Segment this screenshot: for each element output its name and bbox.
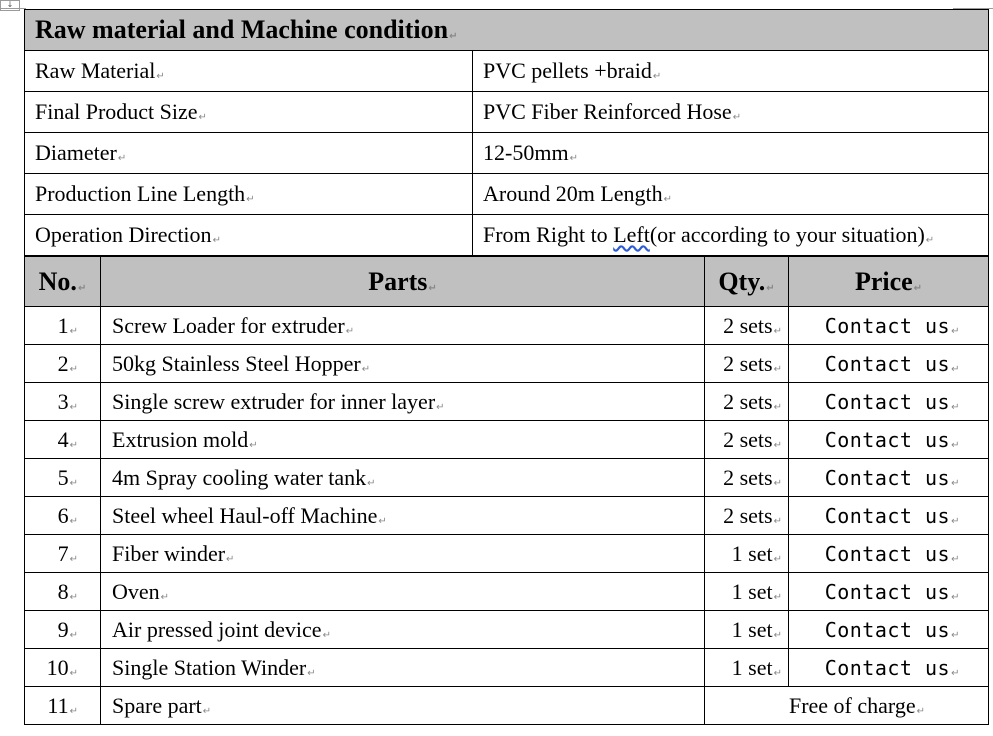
price-cell[interactable] [789,459,989,497]
table-row [25,649,989,687]
condition-value: PVC Fiber Reinforced Hose [483,99,732,124]
part-name-cell[interactable] [101,421,705,459]
qty-value: 2 sets [723,426,773,452]
free-of-charge-text: Free of charge [788,692,916,718]
row-number-cell[interactable] [25,497,101,535]
part-name-cell[interactable] [101,459,705,497]
paragraph-mark-icon: ↵ [773,515,782,527]
condition-label-cell[interactable] [25,133,473,174]
part-name: Air pressed joint device [112,616,322,642]
part-name-cell[interactable] [101,611,705,649]
paragraph-mark-icon: ↵ [198,112,207,123]
paragraph-mark-icon: ↵ [766,282,775,294]
paragraph-mark-icon: ↵ [925,235,935,246]
condition-value-cell[interactable] [473,92,989,133]
row-number-cell[interactable] [25,383,101,421]
price-cell[interactable] [789,307,989,345]
paragraph-mark-icon: ↵ [773,553,782,565]
part-name: Screw Loader for extruder [112,312,345,338]
paragraph-mark-icon: ↵ [951,401,960,413]
row-number-cell[interactable] [25,687,101,725]
row-number-cell[interactable] [25,573,101,611]
qty-value: 1 set [731,578,773,604]
paragraph-mark-icon: ↵ [367,477,376,489]
free-of-charge-cell[interactable] [705,687,989,725]
part-name: Single Station Winder [112,654,307,680]
price-cell[interactable] [789,611,989,649]
part-name-cell[interactable] [101,573,705,611]
paragraph-mark-icon: ↵ [732,112,742,123]
price-value: Contact us [824,503,951,528]
paragraph-mark-icon: ↵ [361,363,371,375]
qty-value: 2 sets [723,502,773,528]
condition-table-header [25,10,989,51]
table-row [25,497,989,535]
paragraph-mark-icon: ↵ [951,553,960,565]
paragraph-mark-icon: ↵ [951,591,960,603]
paragraph-mark-icon: ↵ [913,282,923,294]
paragraph-mark-icon: ↵ [156,71,165,82]
price-value: Contact us [824,655,951,680]
paragraph-mark-icon: ↵ [249,439,258,451]
paragraph-mark-icon: ↵ [773,325,782,337]
row-number-cell[interactable] [25,307,101,345]
paragraph-mark-icon: ↵ [663,194,673,205]
table-row [25,611,989,649]
part-name-cell[interactable] [101,307,705,345]
condition-row [25,133,989,174]
price-cell[interactable] [789,497,989,535]
price-cell[interactable] [789,535,989,573]
condition-row [25,51,989,92]
paragraph-mark-icon: ↵ [951,515,960,527]
price-value: Contact us [824,465,951,490]
paragraph-mark-icon: ↵ [773,591,782,603]
row-number: 9 [57,616,69,642]
paragraph-mark-icon: ↵ [773,629,782,641]
qty-value: 2 sets [723,350,773,376]
price-value: Contact us [824,351,951,376]
paragraph-mark-icon: ↵ [951,325,960,337]
paragraph-mark-icon: ↵ [652,71,662,82]
price-value: Contact us [824,389,951,414]
paragraph-mark-icon: ↵ [773,401,782,413]
qty-value: 2 sets [723,388,773,414]
part-name-cell[interactable] [101,687,705,725]
row-number: 4 [57,426,69,452]
price-value: Contact us [824,617,951,642]
paragraph-mark-icon: ↵ [226,553,235,565]
paragraph-mark-icon: ↵ [773,439,782,451]
paragraph-mark-icon: ↵ [69,325,78,337]
paragraph-mark-icon: ↵ [951,363,960,375]
part-name: Extrusion mold [112,426,249,452]
condition-label: Raw Material [35,58,156,83]
paragraph-mark-icon: ↵ [69,705,78,717]
paragraph-mark-icon: ↵ [69,515,78,527]
price-cell[interactable] [789,421,989,459]
table-row [25,421,989,459]
part-name-cell[interactable] [101,535,705,573]
table-row [25,573,989,611]
condition-value: PVC pellets +braid [483,58,652,83]
paragraph-mark-icon: ↵ [378,515,387,527]
qty-cell[interactable] [705,535,789,573]
condition-value: From Right to [483,222,614,247]
condition-value: Around 20m Length [483,181,663,206]
paragraph-mark-icon: ↵ [202,705,212,717]
paragraph-mark-icon: ↵ [160,591,170,603]
row-number-cell[interactable] [25,611,101,649]
paragraph-mark-icon: ↵ [69,401,78,413]
qty-cell[interactable] [705,497,789,535]
table-row [25,459,989,497]
table-row [25,535,989,573]
paragraph-mark-icon: ↵ [69,553,78,565]
paragraph-mark-icon: ↵ [436,401,445,413]
crop-mark-left [0,8,26,19]
paragraph-mark-icon: ↵ [916,705,925,717]
qty-cell[interactable] [705,383,789,421]
paragraph-mark-icon: ↵ [951,477,960,489]
part-name: Steel wheel Haul-off Machine [112,502,378,528]
paragraph-mark-icon: ↵ [69,591,78,603]
condition-value-cell[interactable] [473,133,989,174]
condition-value-cell[interactable] [473,215,989,256]
row-number: 6 [57,502,69,528]
qty-cell[interactable] [705,611,789,649]
parts-table [24,256,989,725]
paragraph-mark-icon: ↵ [773,667,782,679]
header-price[interactable]: Price↵ [789,257,989,307]
paragraph-mark-icon: ↵ [951,667,960,679]
part-name-cell[interactable] [101,383,705,421]
paragraph-mark-icon: ↵ [951,629,960,641]
qty-cell[interactable] [705,345,789,383]
paragraph-mark-icon: ↵ [69,477,78,489]
price-cell[interactable] [789,383,989,421]
table-row-spare-part [25,687,989,725]
row-number: 11 [47,692,69,718]
part-name: 50kg Stainless Steel Hopper [112,350,361,376]
condition-value-cell[interactable] [473,174,989,215]
condition-title: Raw material and Machine condition [35,15,449,44]
paragraph-mark-icon: ↵ [345,325,355,337]
spell-flagged-word[interactable]: Left [613,222,650,247]
condition-row [25,92,989,133]
paragraph-mark-icon: ↵ [773,477,782,489]
qty-value: 2 sets [723,312,773,338]
condition-label: Production Line Length [35,181,246,206]
row-number: 2 [57,350,69,376]
row-number: 10 [46,654,69,680]
paragraph-mark-icon: ↵ [69,439,78,451]
condition-label: Diameter [35,140,117,165]
part-name: Oven [112,578,160,604]
qty-cell[interactable] [705,459,789,497]
row-number: 3 [57,388,69,414]
row-number-cell[interactable] [25,459,101,497]
paragraph-mark-icon: ↵ [69,667,78,679]
paragraph-mark-icon: ↵ [212,235,221,246]
qty-value: 1 set [731,654,773,680]
condition-label-cell[interactable] [25,92,473,133]
price-value: Contact us [824,541,951,566]
paragraph-mark-icon: ↵ [246,194,255,205]
row-number: 7 [57,540,69,566]
paragraph-mark-icon: ↵ [307,667,316,679]
condition-label-cell[interactable] [25,215,473,256]
qty-cell[interactable] [705,307,789,345]
paragraph-mark-icon: ↵ [69,363,78,375]
qty-cell[interactable] [705,573,789,611]
table-move-handle-icon[interactable]: ↓ [0,0,20,11]
part-name: Single screw extruder for inner layer [112,388,436,414]
table-row [25,307,989,345]
price-value: Contact us [824,427,951,452]
condition-label-cell[interactable] [25,51,473,92]
condition-value: 12-50mm [483,140,569,165]
part-name-cell[interactable] [101,345,705,383]
price-cell[interactable] [789,649,989,687]
row-number: 8 [57,578,69,604]
parts-table-header [25,257,989,307]
row-number-cell[interactable] [25,535,101,573]
row-number-cell[interactable] [25,421,101,459]
qty-cell[interactable] [705,421,789,459]
paragraph-mark-icon: ↵ [449,31,458,42]
paragraph-mark-icon: ↵ [569,153,578,164]
price-value: Contact us [824,579,951,604]
row-number-cell[interactable] [25,345,101,383]
qty-cell[interactable] [705,649,789,687]
part-name-cell[interactable] [101,649,705,687]
price-cell[interactable] [789,345,989,383]
condition-label: Operation Direction [35,222,212,247]
paragraph-mark-icon: ↵ [773,363,782,375]
table-row [25,383,989,421]
condition-title-cell[interactable] [25,10,989,51]
paragraph-mark-icon: ↵ [428,282,437,294]
condition-label-cell[interactable] [25,174,473,215]
qty-value: 1 set [731,540,773,566]
condition-value-cell[interactable] [473,51,989,92]
qty-value: 1 set [731,616,773,642]
condition-label: Final Product Size [35,99,198,124]
row-number: 1 [57,312,69,338]
paragraph-mark-icon: ↵ [951,439,960,451]
paragraph-mark-icon: ↵ [117,153,127,164]
part-name: 4m Spray cooling water tank [112,464,367,490]
condition-row [25,215,989,256]
condition-row [25,174,989,215]
row-number-cell[interactable] [25,649,101,687]
condition-table [24,9,989,256]
price-cell[interactable] [789,573,989,611]
header-parts[interactable]: Parts↵ [101,257,705,307]
paragraph-mark-icon: ↵ [77,282,87,294]
header-no[interactable]: No.↵ [25,257,101,307]
qty-value: 2 sets [723,464,773,490]
condition-value-rest: (or according to your situation) [649,222,925,247]
paragraph-mark-icon: ↵ [69,629,78,641]
part-name-cell[interactable] [101,497,705,535]
paragraph-mark-icon: ↵ [322,629,331,641]
price-value: Contact us [824,313,951,338]
part-name: Fiber winder [112,540,226,566]
header-qty[interactable]: Qty.↵ [705,257,789,307]
row-number: 5 [57,464,69,490]
table-row [25,345,989,383]
part-name: Spare part [112,692,202,718]
